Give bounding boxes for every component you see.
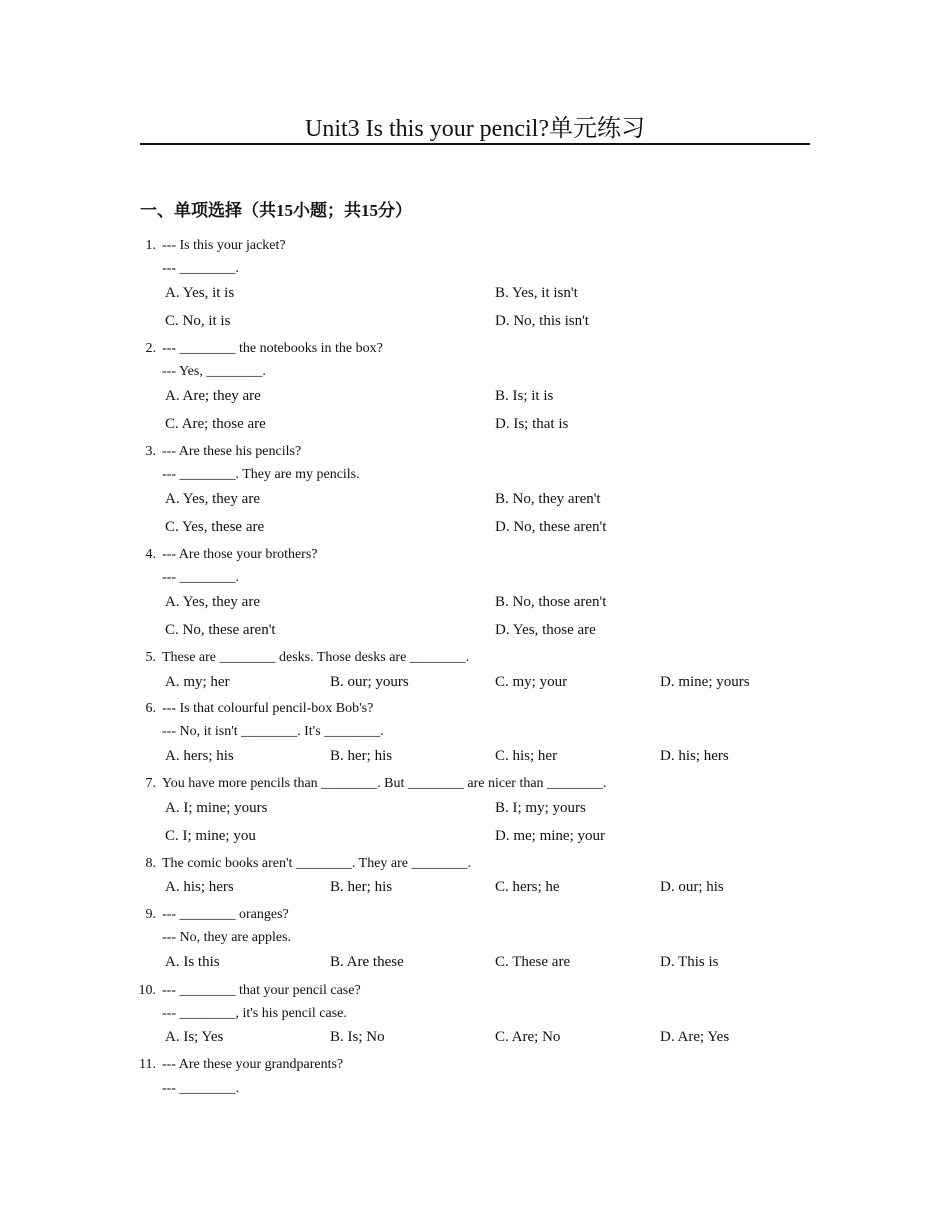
answer-option[interactable]: A. Is; Yes — [165, 1029, 224, 1045]
answer-option[interactable]: B. her; his — [330, 879, 393, 895]
question-stem-line: --- ________. They are my pencils. — [162, 467, 360, 482]
answer-option[interactable]: C. No, it is — [165, 313, 231, 329]
document-title: Unit3 Is this your pencil?单元练习 — [305, 116, 645, 142]
question-number: 5. — [145, 650, 156, 665]
answer-option[interactable]: C. Are; those are — [165, 416, 266, 432]
answer-option[interactable]: D. mine; yours — [660, 674, 750, 690]
answer-option[interactable]: D. me; mine; your — [495, 828, 605, 844]
answer-option[interactable]: D. Are; Yes — [660, 1029, 730, 1045]
question-number: 8. — [145, 856, 156, 871]
question-number: 1. — [145, 238, 156, 253]
question-stem-line: --- No, it isn't ________. It's ________. — [162, 724, 384, 739]
answer-option[interactable]: A. hers; his — [165, 748, 234, 764]
answer-option[interactable]: C. his; her — [495, 748, 558, 764]
answer-option[interactable]: D. This is — [660, 954, 719, 970]
question-stem-line: --- ________ the notebooks in the box? — [162, 341, 383, 356]
answer-option[interactable]: B. our; yours — [330, 674, 409, 690]
answer-option[interactable]: A. Yes, they are — [165, 491, 260, 507]
question-number: 9. — [145, 907, 156, 922]
title-underline — [140, 143, 810, 145]
question-number: 6. — [145, 701, 156, 716]
answer-option[interactable]: B. No, those aren't — [495, 594, 607, 610]
question-stem-line: --- ________ that your pencil case? — [162, 983, 361, 998]
answer-option[interactable]: A. my; her — [165, 674, 230, 690]
question-stem-line: --- ________, it's his pencil case. — [162, 1006, 347, 1021]
section-heading: 一、单项选择（共15小题；共15分） — [140, 201, 412, 220]
question-number: 2. — [145, 341, 156, 356]
question-stem-line: --- Yes, ________. — [162, 364, 266, 379]
question-stem-line: --- Is that colourful pencil-box Bob's? — [162, 701, 374, 716]
answer-option[interactable]: C. No, these aren't — [165, 622, 276, 638]
question-stem-line: --- Is this your jacket? — [162, 238, 286, 253]
answer-option[interactable]: C. hers; he — [495, 879, 560, 895]
answer-option[interactable]: B. Is; No — [330, 1029, 385, 1045]
answer-option[interactable]: A. Yes, they are — [165, 594, 260, 610]
answer-option[interactable]: D. his; hers — [660, 748, 729, 764]
answer-option[interactable]: B. Are these — [330, 954, 404, 970]
question-number: 7. — [145, 776, 156, 791]
question-stem-line: --- No, they are apples. — [162, 930, 292, 945]
answer-option[interactable]: C. Yes, these are — [165, 519, 265, 535]
question-number: 10. — [138, 983, 156, 998]
answer-option[interactable]: B. No, they aren't — [495, 491, 601, 507]
question-stem-line: --- Are these his pencils? — [162, 444, 302, 459]
answer-option[interactable]: C. I; mine; you — [165, 828, 256, 844]
answer-option[interactable]: A. Are; they are — [165, 388, 261, 404]
question-stem-line: --- Are those your brothers? — [162, 547, 318, 562]
question-stem-line: The comic books aren't ________. They are ________. — [162, 856, 472, 871]
answer-option[interactable]: B. her; his — [330, 748, 393, 764]
answer-option[interactable]: A. I; mine; yours — [165, 800, 268, 816]
answer-option[interactable]: B. Is; it is — [495, 388, 554, 404]
answer-option[interactable]: A. Is this — [165, 954, 220, 970]
question-stem-line: --- ________. — [162, 570, 239, 585]
question-stem-line: --- ________ oranges? — [162, 907, 289, 922]
question-stem-line: You have more pencils than ________. But ________ are nicer than ________. — [162, 776, 607, 791]
answer-option[interactable]: B. Yes, it isn't — [495, 285, 578, 301]
answer-option[interactable]: C. my; your — [495, 674, 568, 690]
answer-option[interactable]: D. Yes, those are — [495, 622, 596, 638]
question-stem-line: --- ________. — [162, 261, 239, 276]
answer-option[interactable]: A. Yes, it is — [165, 285, 235, 301]
question-number: 11. — [139, 1057, 156, 1072]
answer-option[interactable]: A. his; hers — [165, 879, 234, 895]
question-stem-line: These are ________ desks. Those desks are ________. — [162, 650, 470, 665]
question-stem-line: --- ________. — [162, 1081, 239, 1096]
answer-option[interactable]: D. our; his — [660, 879, 724, 895]
question-number: 3. — [145, 444, 156, 459]
answer-option[interactable]: B. I; my; yours — [495, 800, 586, 816]
answer-option[interactable]: D. Is; that is — [495, 416, 569, 432]
question-number: 4. — [145, 547, 156, 562]
answer-option[interactable]: C. These are — [495, 954, 571, 970]
answer-option[interactable]: C. Are; No — [495, 1029, 561, 1045]
answer-option[interactable]: D. No, this isn't — [495, 313, 589, 329]
question-stem-line: --- Are these your grandparents? — [162, 1057, 344, 1072]
answer-option[interactable]: D. No, these aren't — [495, 519, 607, 535]
